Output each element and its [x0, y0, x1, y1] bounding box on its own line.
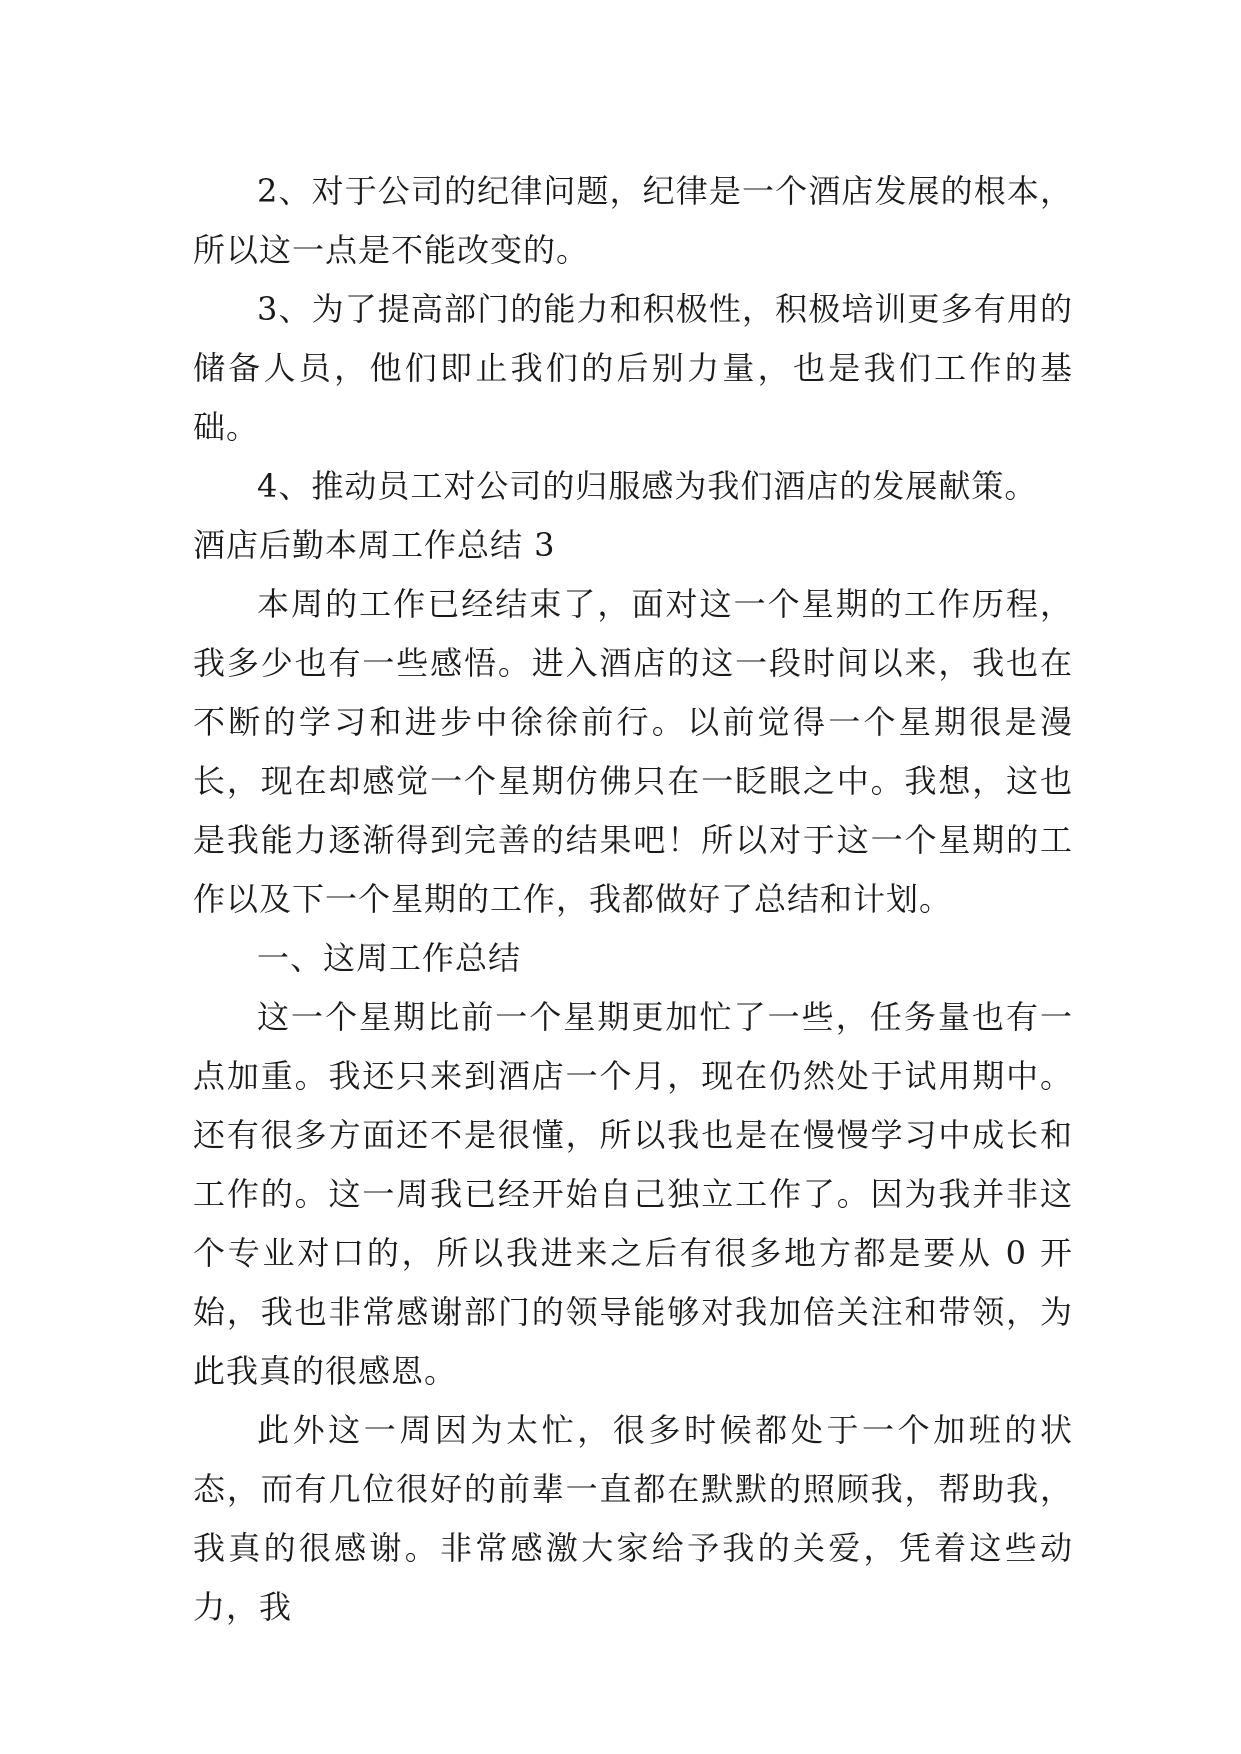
paragraph-intro: 本周的工作已经结束了，面对这一个星期的工作历程，我多少也有一些感悟。进入酒店的这一段时间以来，我也在不断的学习和进步中徐徐前行。以前觉得一个星期很是漫长，现在却感觉一个星期仿佛只在一眨眼之中。我想，这也是我能力逐渐得到完善的结果吧！所以对于这一个星期的工作以及下一个星期的工作，我都做好了总结和计划。 [193, 585, 1073, 918]
paragraph-discipline: 2、对于公司的纪律问题，纪律是一个酒店发展的根本，所以这一点是不能改变的。 [193, 172, 1073, 269]
subheading-weekly-summary: 一、这周工作总结 [257, 939, 522, 977]
section-title: 酒店后勤本周工作总结 3 [193, 526, 556, 564]
paragraph-belonging: 4、推动员工对公司的归服感为我们酒店的发展献策。 [257, 467, 1038, 505]
document-body [193, 162, 1073, 1637]
paragraph-gratitude: 此外这一周因为太忙，很多时候都处于一个加班的状态，而有几位很好的前辈一直都在默默的照顾我，帮助我，我真的很感谢。非常感激大家给予我的关爱，凭着这些动力，我 [193, 1411, 1073, 1626]
paragraph-training: 3、为了提高部门的能力和积极性，积极培训更多有用的储备人员，他们即止我们的后别力量，也是我们工作的基础。 [193, 290, 1073, 446]
paragraph-workload: 这一个星期比前一个星期更加忙了一些，任务量也有一点加重。我还只来到酒店一个月，现在仍然处于试用期中。还有很多方面还不是很懂，所以我也是在慢慢学习中成长和工作的。这一周我已经开始自己独立工作了。因为我并非这个专业对口的，所以我进来之后有很多地方都是要从 0 开始，我也非常感谢部门的领导能够对我加倍关注和带领，为此我真的很感恩。 [193, 998, 1073, 1390]
